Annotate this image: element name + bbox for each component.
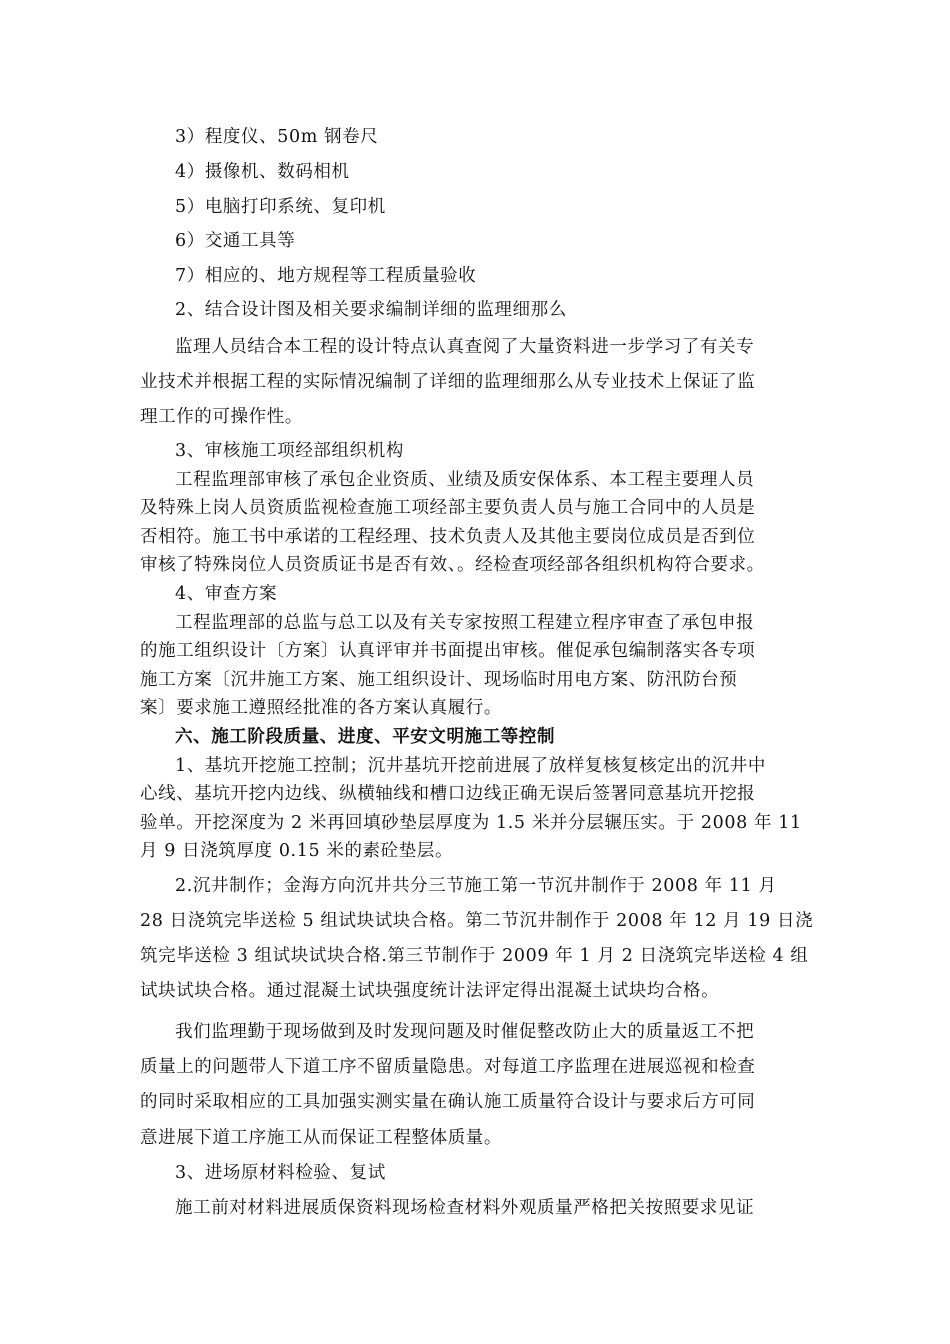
paragraph-line: 工程监理部的总监与总工以及有关专家按照工程建立程序审查了承包申报	[175, 613, 755, 633]
section-heading: 3、审核施工项经部组织机构	[175, 441, 404, 461]
chapter-heading: 六、施工阶段质量、进度、平安文明施工等控制	[175, 727, 556, 747]
paragraph-line: 理工作的可操作性。	[140, 407, 303, 427]
paragraph-line: 否相符。施工书中承诺的工程经理、技术负责人及其他主要岗位成员是否到位	[140, 527, 756, 547]
paragraph-line: 案〕要求施工遵照经批准的各方案认真履行。	[140, 698, 502, 718]
paragraph-line: 的施工组织设计〔方案〕认真评审并书面提出审核。催促承包编制落实各专项	[140, 641, 756, 661]
section-heading: 4、审查方案	[175, 584, 278, 604]
paragraph-line: 监理人员结合本工程的设计特点认真查阅了大量资料进一步学习了有关专	[175, 337, 755, 357]
paragraph-line: 的同时采取相应的工具加强实测实量在确认施工质量符合设计与要求后方可同	[140, 1092, 756, 1112]
paragraph-line: 施工方案〔沉井施工方案、施工组织设计、现场临时用电方案、防汛防台预	[140, 670, 738, 690]
paragraph-line: 2.沉井制作；金海方向沉井共分三节施工第一节沉井制作于 2008 年 11 月	[175, 876, 777, 896]
list-item: 5）电脑打印系统、复印机	[175, 197, 386, 217]
paragraph-line: 业技术并根据工程的实际情况编制了详细的监理细那么从专业技术上保证了监	[140, 372, 756, 392]
paragraph-line: 验单。开挖深度为 2 米再回填砂垫层厚度为 1.5 米并分层辗压实。于 2008 年 11	[140, 813, 802, 833]
paragraph-line: 工程监理部审核了承包企业资质、业绩及质安保体系、本工程主要理人员	[175, 470, 755, 490]
paragraph-line: 施工前对材料进展质保资料现场检查材料外观质量严格把关按照要求见证	[175, 1198, 755, 1218]
paragraph-line: 1、基坑开挖施工控制；沉井基坑开挖前进展了放样复核复核定出的沉井中	[175, 756, 766, 776]
paragraph-line: 审核了特殊岗位人员资质证书是否有效、。经检查项经部各组织机构符合要求。	[140, 555, 765, 575]
list-item: 4）摄像机、数码相机	[175, 162, 350, 182]
list-item: 3）程度仪、50m 钢卷尺	[175, 127, 379, 147]
paragraph-line: 心线、基坑开挖内边线、纵横轴线和槽口边线正确无误后签署同意基坑开挖报	[140, 784, 756, 804]
paragraph-line: 及特殊上岗人员资质监视检查施工项经部主要负责人员与施工合同中的人员是	[140, 498, 756, 518]
list-item: 6）交通工具等	[175, 231, 296, 251]
list-item: 7）相应的、地方规程等工程质量验收	[175, 266, 477, 286]
paragraph-line: 意进展下道工序施工从而保证工程整体质量。	[140, 1128, 502, 1148]
paragraph-line: 月 9 日浇筑厚度 0.15 米的素砼垫层。	[140, 841, 454, 861]
paragraph-line: 试块试块合格。通过混凝土试块强度统计法评定得出混凝土试块均合格。	[140, 981, 720, 1001]
paragraph-line: 我们监理勤于现场做到及时发现问题及时催促整改防止大的质量返工不把	[175, 1022, 755, 1042]
paragraph-line: 28 日浇筑完毕送检 5 组试块试块合格。第二节沉井制作于 2008 年 12 月 19 日浇	[140, 911, 814, 931]
section-heading: 2、结合设计图及相关要求编制详细的监理细那么	[175, 300, 567, 320]
paragraph-line: 质量上的问题带人下道工序不留质量隐患。对每道工序监理在进展巡视和检查	[140, 1057, 756, 1077]
section-heading: 3、进场原材料检验、复试	[175, 1163, 386, 1183]
paragraph-line: 筑完毕送检 3 组试块试块合格.第三节制作于 2009 年 1 月 2 日浇筑完毕送检 4 组	[140, 946, 809, 966]
